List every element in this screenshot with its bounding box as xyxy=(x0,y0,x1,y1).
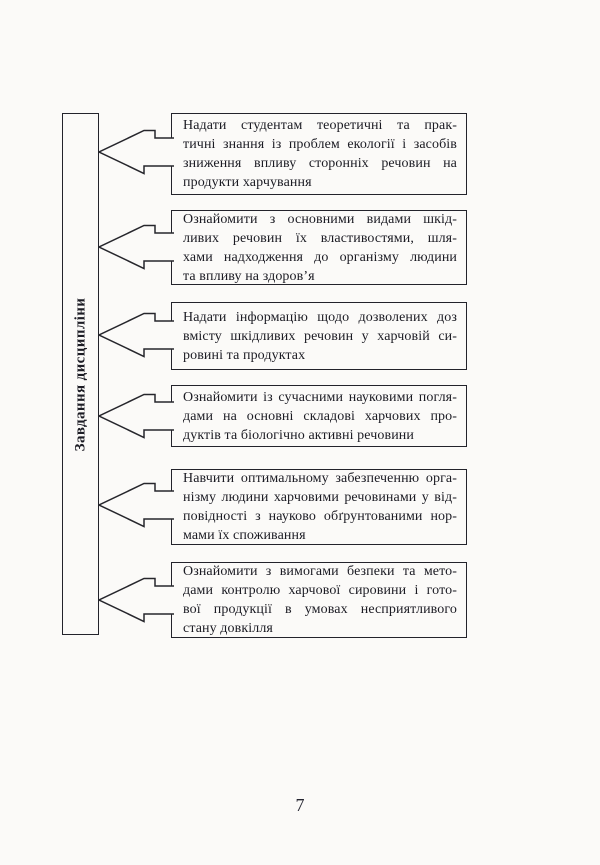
left-block-arrow-3 xyxy=(98,310,174,360)
page-number: 7 xyxy=(295,795,305,815)
task-box-2 xyxy=(171,210,467,285)
left-block-arrow-1 xyxy=(98,127,174,177)
task-text-5: Навчити оптимальному забезпеченню орга- нізму людини харчовими речовинами у від- повідності з науково обґрунтованими нор- мами їх споживання xyxy=(183,471,457,543)
task-text-2: Ознайомити з основними видами шкід- ливих речовин їх властивостями, шля- хами надходження до організму людини та впливу на здоров’я xyxy=(183,211,457,284)
task-box-4 xyxy=(171,385,467,447)
task-text-1: Надати студентам теоретичні та прак- тичні знання із проблем екології і засобів зниження впливу сторонніх речовин на продукти харчування xyxy=(183,118,457,190)
task-box-6 xyxy=(171,562,467,638)
task-text-4: Ознайомити із сучасними науковими погля- дами на основні складові харчових про- дуктів та біологічно активні речовини xyxy=(183,389,457,443)
left-block-arrow-5 xyxy=(98,480,174,530)
left-block-arrow-2 xyxy=(98,222,174,272)
task-text-6: Ознайомити з вимогами безпеки та мето- дами контролю харчової сировини і гото- вої продукції в умовах несприятливого стану довкілля xyxy=(183,564,457,636)
task-box-3 xyxy=(171,302,467,370)
left-block-arrow-6 xyxy=(98,575,174,625)
task-box-5 xyxy=(171,469,467,545)
task-text-3: Надати інформацію щодо дозволених доз вмісту шкідливих речовин у харчовій си- ровині та продуктах xyxy=(183,309,457,363)
task-box-1 xyxy=(171,113,467,195)
left-block-arrow-4 xyxy=(98,391,174,441)
discipline-tasks-label-box xyxy=(62,113,99,635)
discipline-tasks-label: Завдання дисципліни xyxy=(72,297,89,451)
